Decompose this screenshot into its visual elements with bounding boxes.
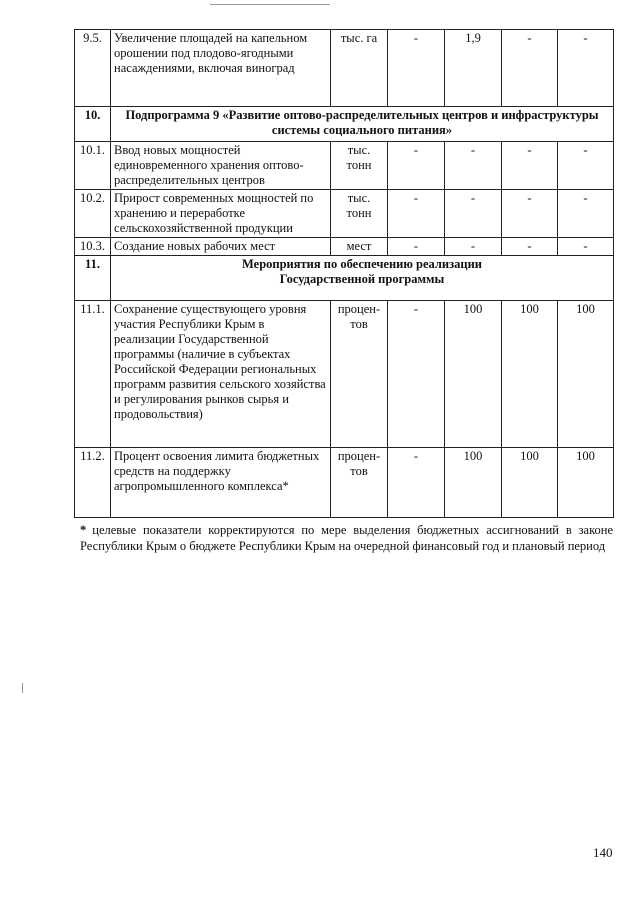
row-number: 10.1. (75, 142, 111, 190)
section-title: Подпрограмма 9 «Развитие оптово-распределительных центров и инфраструктуры системы социального питания» (111, 107, 614, 142)
footnote-marker: * (80, 523, 87, 537)
value-cell: 100 (502, 448, 558, 518)
value-cell: - (388, 142, 445, 190)
indicator-name: Ввод новых мощностей единовременного хранения оптово-распределительных центров (111, 142, 331, 190)
scan-artifact-line (210, 4, 330, 5)
table-row (75, 238, 614, 256)
value-cell: - (502, 190, 558, 238)
value-cell: - (445, 238, 502, 256)
unit: мест (331, 238, 388, 256)
value-cell: - (502, 238, 558, 256)
section-row (75, 107, 614, 142)
unit: процен-тов (331, 448, 388, 518)
unit: тыс. тонн (331, 142, 388, 190)
row-number: 10.2. (75, 190, 111, 238)
table-row (75, 142, 614, 190)
value-cell: - (388, 301, 445, 448)
value-cell: - (558, 238, 614, 256)
value-cell: - (388, 30, 445, 107)
indicator-name: Сохранение существующего уровня участия Республики Крым в реализации Государственной программы (наличие в субъектах Российской Федерации региональных программ развития сельского хозяйства и регулирования рынков сырья и продовольствия) (111, 301, 331, 448)
value-cell: 100 (558, 448, 614, 518)
indicator-name: Увеличение площадей на капельном орошении под плодово-ягодными насаждениями, включая виноград (111, 30, 331, 107)
unit: процен-тов (331, 301, 388, 448)
row-number: 9.5. (75, 30, 111, 107)
value-cell: - (558, 30, 614, 107)
scan-artifact-dot (22, 683, 23, 693)
row-number: 11.1. (75, 301, 111, 448)
indicator-name: Процент освоения лимита бюджетных средств на поддержку агропромышленного комплекса* (111, 448, 331, 518)
row-number: 11.2. (75, 448, 111, 518)
unit: тыс. га (331, 30, 388, 107)
section-number: 10. (75, 107, 111, 142)
table-row (75, 30, 614, 107)
section-number: 11. (75, 256, 111, 301)
value-cell: 100 (558, 301, 614, 448)
unit: тыс. тонн (331, 190, 388, 238)
value-cell: - (388, 448, 445, 518)
indicator-name: Создание новых рабочих мест (111, 238, 331, 256)
footnote-text: целевые показатели корректируются по мере выделения бюджетных ассигнований в законе Республики Крым о бюджете Республики Крым на очередной финансовый год и плановый период (80, 523, 613, 553)
value-cell: 1,9 (445, 30, 502, 107)
indicator-name: Прирост современных мощностей по хранению и переработке сельскохозяйственной продукции (111, 190, 331, 238)
value-cell: - (445, 142, 502, 190)
value-cell: - (388, 190, 445, 238)
indicators-table (74, 29, 614, 518)
section-row (75, 256, 614, 301)
value-cell: - (558, 142, 614, 190)
value-cell: 100 (445, 448, 502, 518)
row-number: 10.3. (75, 238, 111, 256)
value-cell: 100 (445, 301, 502, 448)
value-cell: - (502, 142, 558, 190)
value-cell: 100 (502, 301, 558, 448)
section-title: Мероприятия по обеспечению реализации Государственной программы (111, 256, 614, 301)
value-cell: - (388, 238, 445, 256)
table-row (75, 448, 614, 518)
footnote (80, 522, 613, 554)
table-row (75, 190, 614, 238)
value-cell: - (502, 30, 558, 107)
value-cell: - (445, 190, 502, 238)
table-row (75, 301, 614, 448)
value-cell: - (558, 190, 614, 238)
page-number: 140 (593, 845, 613, 860)
